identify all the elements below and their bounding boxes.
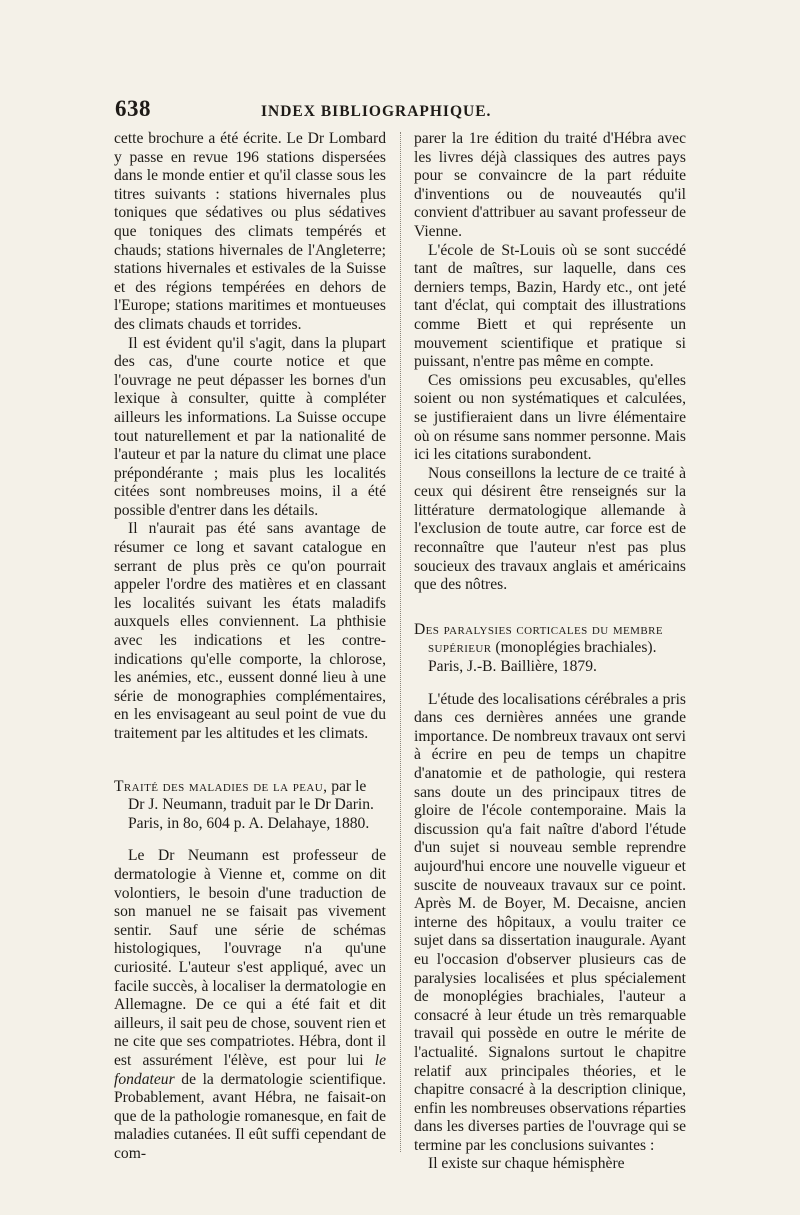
entry-title: Traité des maladies de la peau,	[114, 777, 328, 795]
emphasis: le fondateur	[114, 1051, 387, 1088]
paragraph-part: de la dermatologie scientifique. Probablement, avant Hébra, ne faisait-on que de la pathologie romanesque, en fait de maladies cutanées. Il eût suffi cependant de com-	[114, 1070, 386, 1162]
paragraph: Ces omissions peu excusables, qu'elles soient ou non systématiques et calculées, se justifieraient dans un livre élémentaire où on résume sans nommer personne. Mais ici les citations surabondent.	[414, 371, 686, 464]
column-divider	[400, 132, 401, 1152]
paragraph: L'étude des localisations cérébrales a pris dans ces dernières années une grande importance. De nombreux travaux ont servi à écrire en peu de temps un chapitre d'anatomie et de pathologie, qui restera sans doute un des principaux titres de gloire de l'école contemporaine. Mais la discussion qu'a fait naître d'abord l'étude d'un sujet si nouveau semble reprendre aujourd'hui encore une nouvelle vigueur et suscite de nouveaux travaux sur ce point. Après M. de Boyer, M. Decaisne, ancien interne des hôpitaux, a voulu traiter ce sujet dans sa dissertation inaugurale. Ayant eu l'occasion d'observer plusieurs cas de paralysies localisées et plus spécialement de monoplégies brachiales, l'auteur a consacré à leur étude un très remarquable travail qui possède en outre le mérite de l'actualité. Signalons surtout le chapitre relatif aux principales théories, et le chapitre consacré à la description clinique, enfin les nombreuses observations réparties dans les diverses parties de l'ouvrage qui se termine par les conclusions suivantes :	[414, 690, 686, 1154]
running-title: INDEX BIBLIOGRAPHIQUE.	[261, 103, 492, 120]
paragraph: Il existe sur chaque hémisphère	[428, 1155, 625, 1173]
paragraph	[114, 847, 386, 1163]
paragraph: cette brochure a été écrite. Le Dr Lombard y passe en revue 196 stations dispersées dans le monde entier et qu'il classe sous les titres suivants : stations hivernales plus toniques que sédatives ou plus sédatives que toniques des climats tempérés et chauds; stations hivernales de l'Angleterre; stations hivernales et estivales de la Suisse et des régions tempérées en dehors de l'Europe; stations maritimes et montueuses des climats chauds et torrides.	[114, 130, 386, 333]
left-column	[114, 130, 386, 1163]
paragraph: Nous conseillons la lecture de ce traité à ceux qui désirent être renseignés sur la littérature dermatologique allemande à l'exclusion de toute autre, car force est de reconnaître que l'auteur n'est pas plus soucieux des travaux anglais et américains que des nôtres.	[414, 464, 686, 594]
paragraph: L'école de St-Louis où se sont succédé tant de maîtres, sur laquelle, dans ces derniers temps, Bazin, Hardy etc., ont jeté tant d'éclat, qui comptait des illustrations comme Biett et qui représente un mouvement scientifique et pratique si puissant, n'entre pas même en compte.	[414, 241, 686, 371]
right-column	[414, 130, 686, 1174]
paragraph-part: Le Dr Neumann est professeur de dermatologie à Vienne et, comme on dit volontiers, le besoin d'une traduction de son manuel ne se faisait pas vivement sentir. Sauf une série de schémas histologiques, l'ouvrage n'a qu'une curiosité. L'auteur s'est appliqué, avec un facile succès, à localiser la dermatologie en Allemagne. De ce qui a été fait et dit ailleurs, il sait peu de chose, souvent rien et ne cite que ses compatriotes. Hébra, dont il est assurément l'élève, est pour lui	[114, 847, 386, 1069]
entry-details: par le Dr J. Neumann, traduit par le Dr Darin. Paris, in 8o, 604 p. A. Delahaye, 1880.	[128, 777, 374, 832]
page-header	[115, 96, 685, 126]
bibliographic-entry	[114, 778, 386, 834]
bibliographic-entry	[414, 621, 686, 677]
paragraph: Il n'aurait pas été sans avantage de résumer ce long et savant catalogue en serrant de plus près ce qu'on pourrait appeler l'ordre des matières et en classant les localités suivant les états maladifs auxquels elles conviennent. La phthisie avec les indications et les contre-indications qu'elle comporte, la chlorose, les anémies, etc., eussent donné lieu à une série de monographies complémentaires, en les envisageant au seul point de vue du traitement par les altitudes et les climats.	[114, 520, 386, 742]
entry-title: Des paralysies corticales du membre supérieur	[414, 620, 663, 657]
entry-details: (monoplégies brachiales). Paris, J.-B. Baillière, 1879.	[428, 639, 657, 676]
page-number: 638	[115, 96, 151, 121]
paragraph: Il est évident qu'il s'agit, dans la plupart des cas, d'une courte notice et que l'ouvrage ne peut dépasser les bornes d'un lexique à consulter, quitte à compléter ailleurs les informations. La Suisse occupe tout naturellement et par la nationalité de l'auteur et par la nature du climat une place prépondérante ; mais plus les localités citées sont nombreuses moins, il a été possible d'entrer dans les détails.	[114, 334, 386, 519]
paragraph: parer la 1re édition du traité d'Hébra avec les livres déjà classiques des autres pays pour se convaincre de la part réduite d'inventions ou de nouveautés qu'il convient d'attribuer au savant professeur de Vienne.	[414, 130, 686, 240]
